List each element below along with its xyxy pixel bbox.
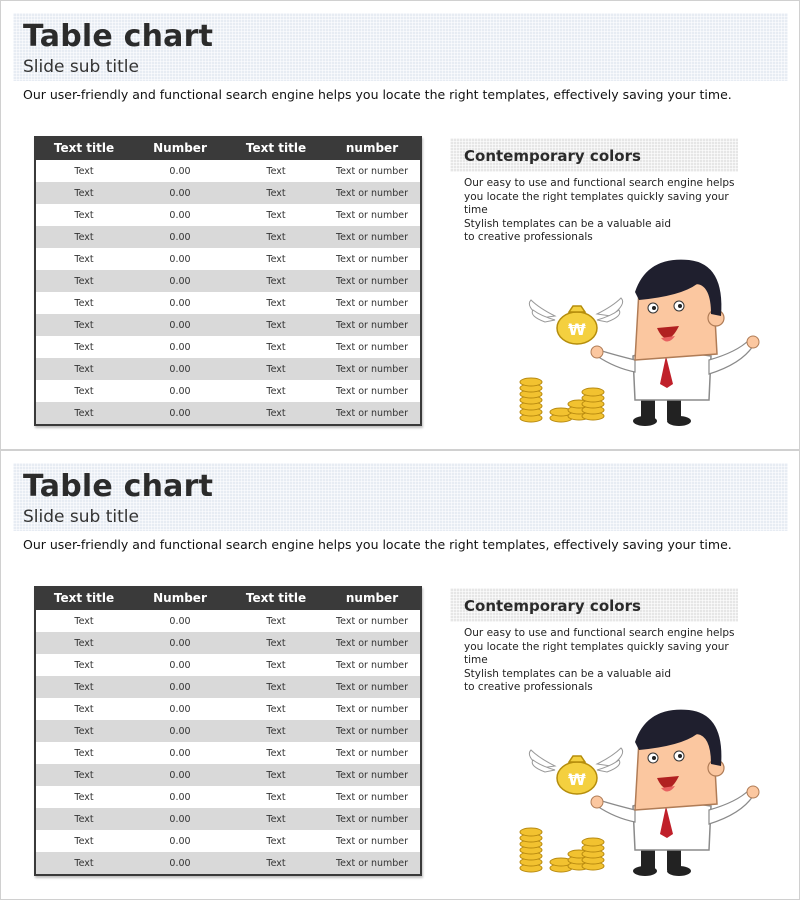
table-row [36, 358, 420, 380]
table-cell: 0.00 [132, 248, 228, 270]
table-cell: Text [36, 226, 132, 248]
coin-stack-icon [520, 828, 604, 872]
table-cell: Text or number [324, 610, 420, 632]
table-cell: Text [36, 610, 132, 632]
panel-text [464, 627, 734, 695]
table-cell: Text [36, 632, 132, 654]
table-cell: 0.00 [132, 358, 228, 380]
table-cell: Text [228, 292, 324, 314]
table-cell: Text or number [324, 654, 420, 676]
table-row [36, 380, 420, 402]
table-cell: Text [228, 182, 324, 204]
table-row [36, 270, 420, 292]
table-cell: 0.00 [132, 698, 228, 720]
table-cell: 0.00 [132, 830, 228, 852]
table-cell: Text or number [324, 248, 420, 270]
table-cell: Text or number [324, 226, 420, 248]
table-cell: Text [228, 808, 324, 830]
panel-text-line: Stylish templates can be a valuable aid [464, 667, 671, 680]
table-row [36, 632, 420, 654]
table-cell: Text [228, 610, 324, 632]
table-cell: 0.00 [132, 852, 228, 874]
column-header: Text title [228, 586, 324, 610]
panel-text-line: Our easy to use and functional search engine helps [464, 627, 735, 639]
column-header: Text title [228, 136, 324, 160]
column-header: number [324, 136, 420, 160]
table-cell: Text [36, 182, 132, 204]
table-cell: Text or number [324, 270, 420, 292]
table-cell: Text [228, 632, 324, 654]
slide-description: Our user-friendly and functional search engine helps you locate the right templates, effectively saving your time. [23, 87, 732, 102]
table-row [36, 830, 420, 852]
table-cell: Text or number [324, 292, 420, 314]
table-cell: 0.00 [132, 654, 228, 676]
table-cell: Text [228, 786, 324, 808]
table-cell: Text [36, 654, 132, 676]
data-table [36, 136, 420, 424]
table-cell: Text or number [324, 336, 420, 358]
panel-text-line: to creative professionals [464, 681, 593, 693]
table-header-row [36, 136, 420, 160]
panel-text-line: Our easy to use and functional search engine helps [464, 177, 735, 189]
table-row [36, 654, 420, 676]
table-cell: 0.00 [132, 314, 228, 336]
table-cell: Text or number [324, 182, 420, 204]
table-row [36, 182, 420, 204]
table-cell: Text [228, 402, 324, 424]
panel-title: Contemporary colors [464, 597, 641, 615]
table-cell: 0.00 [132, 226, 228, 248]
column-header: Text title [36, 586, 132, 610]
businessman-icon [591, 260, 759, 426]
table-cell: Text or number [324, 358, 420, 380]
table-cell: Text [36, 358, 132, 380]
table-cell: Text [228, 248, 324, 270]
table-cell: Text or number [324, 632, 420, 654]
slide-title: Table chart [23, 469, 214, 504]
table-cell: Text [228, 742, 324, 764]
table-cell: Text or number [324, 852, 420, 874]
table-cell: Text [228, 852, 324, 874]
table-row [36, 742, 420, 764]
table-cell: Text [36, 764, 132, 786]
table-row [36, 610, 420, 632]
table-cell: 0.00 [132, 380, 228, 402]
panel-text-line: time [464, 204, 488, 216]
table-cell: Text [36, 742, 132, 764]
table-cell: Text or number [324, 808, 420, 830]
table-row [36, 292, 420, 314]
slide-subtitle: Slide sub title [23, 507, 139, 527]
table-cell: Text [36, 808, 132, 830]
table-cell: Text [36, 852, 132, 874]
table-chart [34, 586, 422, 876]
column-header: Number [132, 136, 228, 160]
table-cell: 0.00 [132, 742, 228, 764]
table-cell: Text [36, 786, 132, 808]
table-row [36, 720, 420, 742]
panel-title: Contemporary colors [464, 147, 641, 165]
table-row [36, 336, 420, 358]
table-cell: Text [228, 204, 324, 226]
table-cell: 0.00 [132, 764, 228, 786]
table-row [36, 786, 420, 808]
businessman-illustration [511, 706, 771, 881]
table-row [36, 676, 420, 698]
table-cell: 0.00 [132, 182, 228, 204]
table-chart [34, 136, 422, 426]
table-cell: Text or number [324, 830, 420, 852]
table-cell: Text [36, 720, 132, 742]
businessman-icon [591, 710, 759, 876]
data-table [36, 586, 420, 874]
table-cell: Text [228, 654, 324, 676]
table-row [36, 204, 420, 226]
businessman-illustration [511, 256, 771, 431]
table-cell: Text [36, 698, 132, 720]
table-row [36, 852, 420, 874]
table-row [36, 764, 420, 786]
table-cell: Text [36, 292, 132, 314]
money-bag-icon [529, 748, 622, 794]
column-header: Text title [36, 136, 132, 160]
money-bag-icon [529, 298, 622, 344]
table-cell: Text [36, 402, 132, 424]
coin-stack-icon [520, 378, 604, 422]
table-cell: Text or number [324, 402, 420, 424]
table-cell: Text [228, 676, 324, 698]
table-cell: 0.00 [132, 786, 228, 808]
table-row [36, 808, 420, 830]
table-cell: Text [36, 380, 132, 402]
table-cell: Text [228, 358, 324, 380]
table-row [36, 248, 420, 270]
table-cell: Text or number [324, 314, 420, 336]
table-cell: Text [36, 314, 132, 336]
table-cell: Text [228, 720, 324, 742]
table-cell: Text [228, 830, 324, 852]
panel-text-line: time [464, 654, 488, 666]
table-cell: Text or number [324, 764, 420, 786]
table-cell: 0.00 [132, 336, 228, 358]
slide-title: Table chart [23, 19, 214, 54]
table-row [36, 698, 420, 720]
table-row [36, 314, 420, 336]
table-cell: Text [228, 314, 324, 336]
slide-2 [0, 450, 800, 900]
column-header: number [324, 586, 420, 610]
table-cell: Text [228, 336, 324, 358]
panel-text-line: you locate the right templates quickly saving your [464, 640, 729, 653]
table-cell: Text or number [324, 742, 420, 764]
table-cell: Text [36, 830, 132, 852]
table-cell: 0.00 [132, 270, 228, 292]
table-cell: 0.00 [132, 676, 228, 698]
table-cell: Text or number [324, 160, 420, 182]
table-cell: Text or number [324, 204, 420, 226]
table-body [36, 160, 420, 424]
panel-text [464, 177, 734, 245]
slide-description: Our user-friendly and functional search engine helps you locate the right templates, effectively saving your time. [23, 537, 732, 552]
table-row [36, 226, 420, 248]
panel-text-line: you locate the right templates quickly saving your [464, 190, 729, 203]
column-header: Number [132, 586, 228, 610]
table-cell: Text [36, 160, 132, 182]
table-cell: 0.00 [132, 632, 228, 654]
table-cell: 0.00 [132, 402, 228, 424]
table-cell: Text or number [324, 720, 420, 742]
table-cell: Text [36, 248, 132, 270]
table-cell: 0.00 [132, 720, 228, 742]
table-cell: 0.00 [132, 160, 228, 182]
money-bag-symbol: ₩ [568, 320, 586, 339]
table-cell: 0.00 [132, 204, 228, 226]
table-body [36, 610, 420, 874]
table-cell: Text or number [324, 676, 420, 698]
table-cell: Text [228, 160, 324, 182]
table-cell: Text or number [324, 698, 420, 720]
table-cell: Text [36, 204, 132, 226]
table-cell: Text [228, 764, 324, 786]
panel-text-line: to creative professionals [464, 231, 593, 243]
table-cell: 0.00 [132, 292, 228, 314]
table-row [36, 402, 420, 424]
table-cell: Text [228, 270, 324, 292]
table-cell: Text or number [324, 380, 420, 402]
table-cell: Text [228, 226, 324, 248]
table-cell: Text [36, 270, 132, 292]
money-bag-symbol: ₩ [568, 770, 586, 789]
table-header-row [36, 586, 420, 610]
table-row [36, 160, 420, 182]
table-cell: Text [228, 698, 324, 720]
table-cell: 0.00 [132, 610, 228, 632]
slide-subtitle: Slide sub title [23, 57, 139, 77]
table-cell: Text [228, 380, 324, 402]
table-cell: Text [36, 676, 132, 698]
panel-text-line: Stylish templates can be a valuable aid [464, 217, 671, 230]
table-cell: Text [36, 336, 132, 358]
table-cell: Text or number [324, 786, 420, 808]
table-cell: 0.00 [132, 808, 228, 830]
